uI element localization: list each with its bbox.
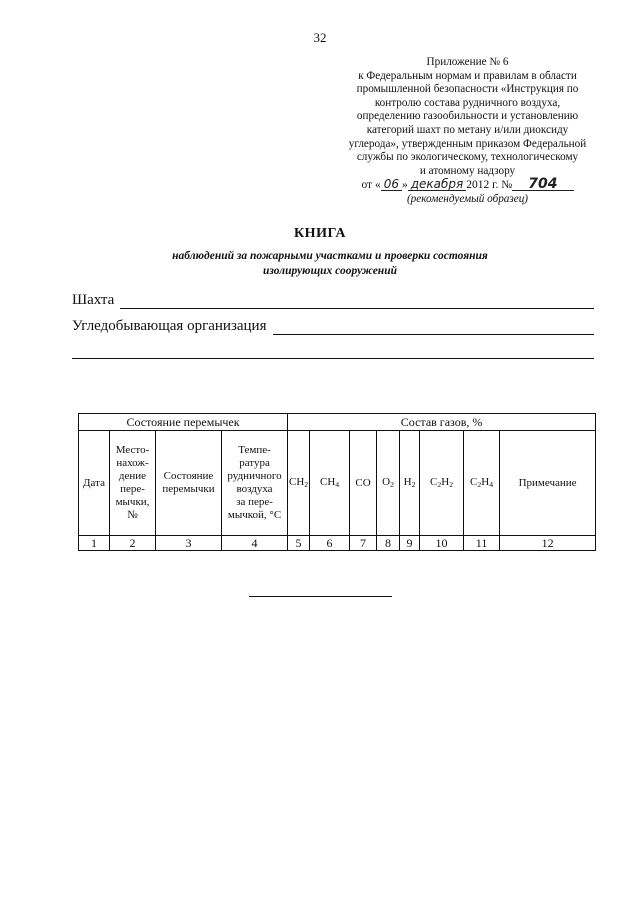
column-number: 3 bbox=[156, 536, 222, 551]
book-title: КНИГА bbox=[294, 226, 346, 241]
appendix-line: углерода», утвержденным приказом Федеральной bbox=[348, 137, 587, 150]
column-number: 2 bbox=[110, 536, 156, 551]
column-header-location: Место- нахож- дение пере- мычки, № bbox=[110, 431, 156, 536]
column-number: 6 bbox=[310, 536, 350, 551]
column-number: 5 bbox=[288, 536, 310, 551]
appendix-line: контролю состава рудничного воздуха, bbox=[374, 96, 561, 109]
book-subtitle: наблюдений за пожарными участками и проверки состояния изолирующих сооружений bbox=[172, 250, 488, 277]
organization-label: Угледобывающая организация bbox=[72, 318, 267, 334]
recommended-sample-note: (рекомендуемый образец) bbox=[406, 192, 529, 205]
column-number: 7 bbox=[350, 536, 377, 551]
order-day-handwritten: 06 bbox=[381, 178, 402, 191]
column-header-c2h4: $C_2H_4$ bbox=[464, 431, 500, 536]
column-header-ch4: $CH_4$ bbox=[310, 431, 350, 536]
group-header-bridges: Состояние перемычек bbox=[79, 414, 288, 431]
column-number: 11 bbox=[464, 536, 500, 551]
organization-field bbox=[72, 318, 594, 335]
column-number: 9 bbox=[400, 536, 420, 551]
column-header-temperature: Темпе- ратура рудничного воздуха за пере- мычкой, °С bbox=[222, 431, 288, 536]
order-date-line bbox=[330, 178, 605, 193]
order-prefix: от « bbox=[361, 179, 381, 192]
appendix-heading bbox=[330, 56, 605, 207]
appendix-line: Приложение № 6 bbox=[426, 56, 509, 68]
mine-field bbox=[72, 292, 594, 309]
appendix-line: промышленной безопасности «Инструкция по bbox=[356, 83, 579, 96]
end-of-document-line bbox=[249, 596, 392, 597]
appendix-line: категорий шахт по метану и/или диоксиду bbox=[366, 123, 569, 136]
column-number: 8 bbox=[377, 536, 400, 551]
column-number: 1 bbox=[79, 536, 110, 551]
order-quote: » bbox=[401, 179, 408, 192]
column-header-state: Состояние перемычки bbox=[156, 431, 222, 536]
column-number: 12 bbox=[500, 536, 596, 551]
mine-fill-line bbox=[120, 294, 594, 309]
observation-table bbox=[78, 413, 596, 551]
order-number-handwritten: 704 bbox=[512, 178, 573, 191]
page-number: 32 bbox=[313, 30, 327, 45]
column-header-o2: $O_2$ bbox=[377, 431, 400, 536]
appendix-line: к Федеральным нормам и правилам в области bbox=[358, 69, 577, 82]
group-header-gases: Состав газов, % bbox=[288, 414, 596, 431]
column-header-date: Дата bbox=[79, 431, 110, 536]
mine-label: Шахта bbox=[72, 292, 115, 308]
column-header-note: Примечание bbox=[500, 431, 596, 536]
organization-fill-line bbox=[273, 320, 595, 335]
column-header-co: CO bbox=[350, 431, 377, 536]
appendix-line: определению газообильности и установлению bbox=[356, 110, 579, 123]
order-month-handwritten: декабря bbox=[408, 178, 467, 191]
organization-extra-line bbox=[72, 358, 594, 359]
column-header-ch2: $CH_2$ bbox=[288, 431, 310, 536]
column-header-c2h2: $C_2H_2$ bbox=[420, 431, 464, 536]
order-year: 2012 г. № bbox=[466, 179, 513, 192]
column-number: 10 bbox=[420, 536, 464, 551]
column-number: 4 bbox=[222, 536, 288, 551]
appendix-line: и атомному надзору bbox=[419, 164, 516, 177]
column-header-h2: $H_2$ bbox=[400, 431, 420, 536]
appendix-line: службы по экологическому, технологическому bbox=[356, 151, 579, 164]
